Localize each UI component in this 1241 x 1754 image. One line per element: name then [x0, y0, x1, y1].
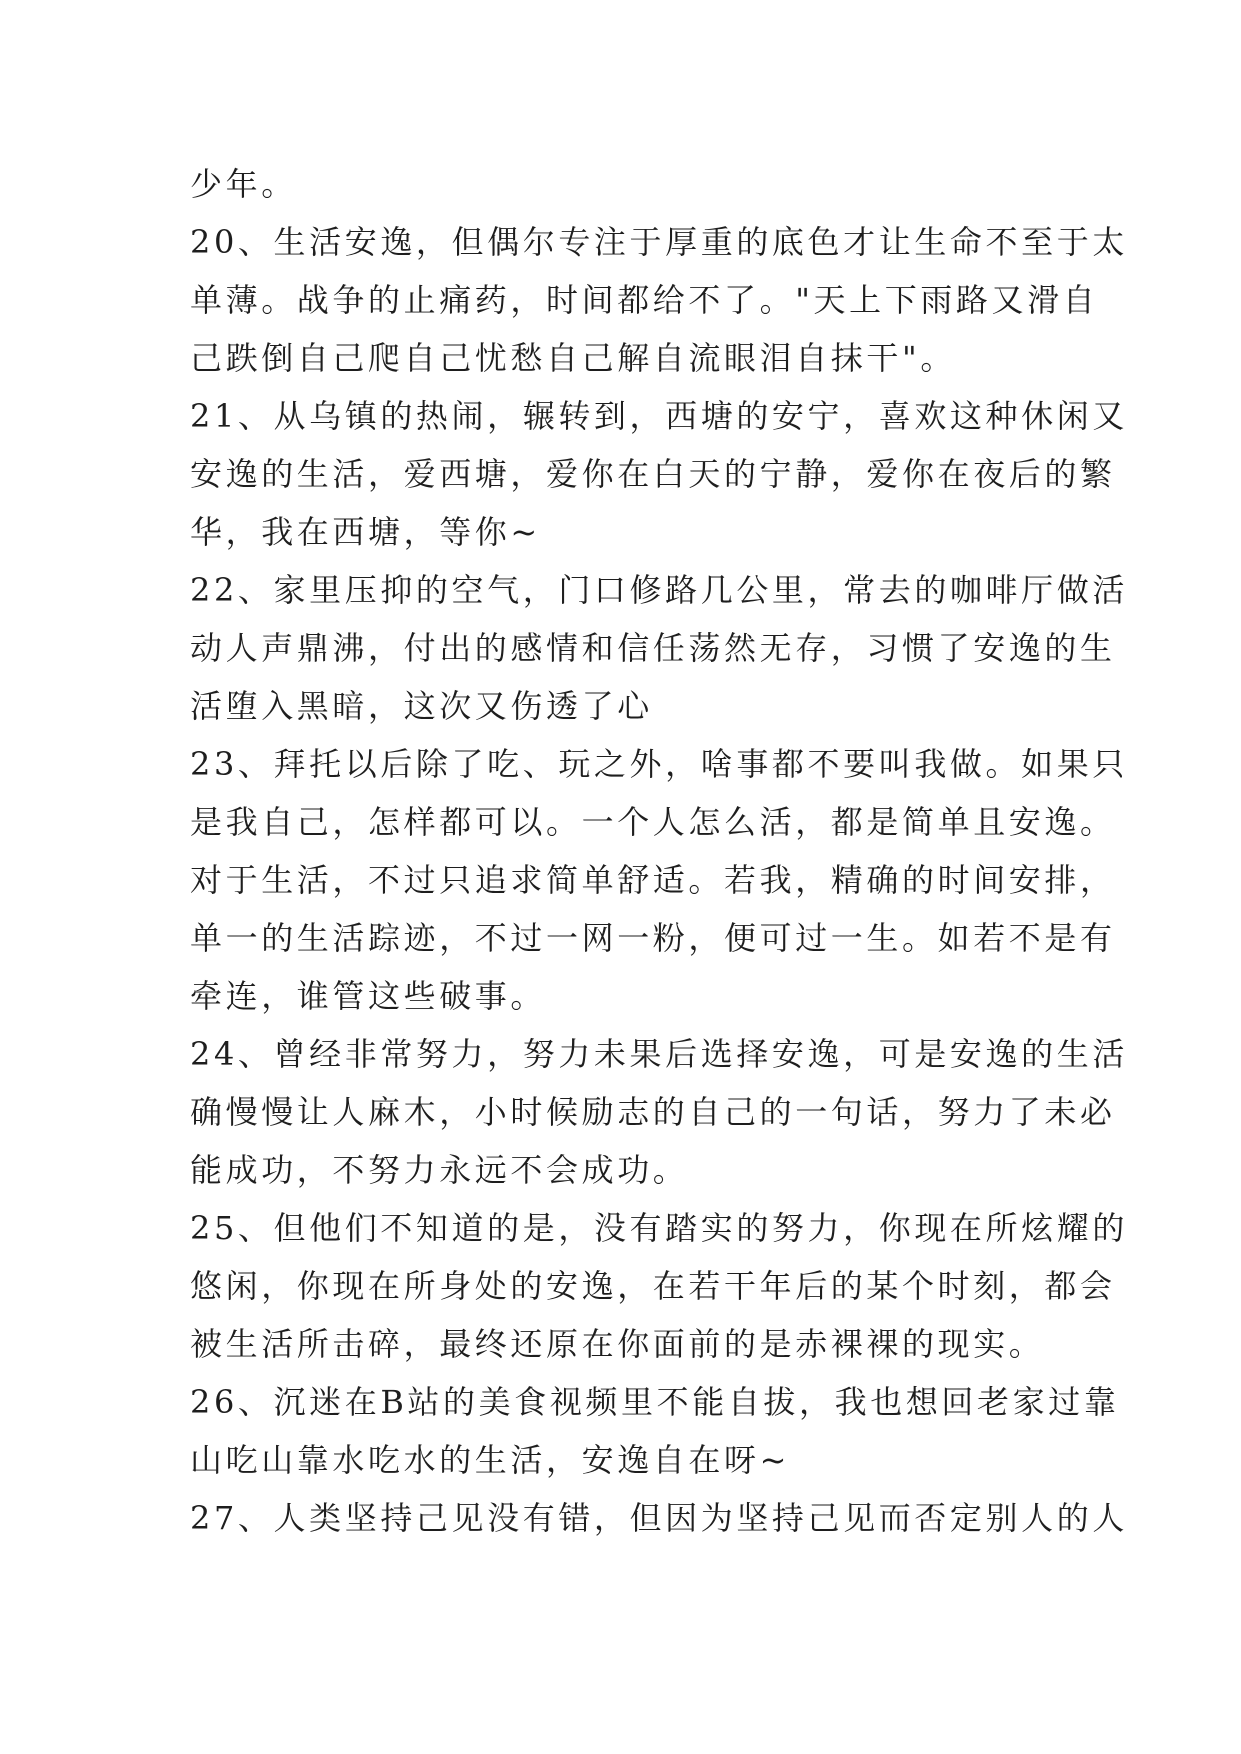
text-line: 能成功，不努力永远不会成功。 — [190, 1151, 689, 1189]
text-line: 牵连，谁管这些破事。 — [190, 977, 547, 1015]
text-line: 单薄。战争的止痛药，时间都给不了。"天上下雨路又滑自 — [190, 281, 1099, 319]
text-line: 活堕入黑暗，这次又伤透了心 — [190, 687, 653, 725]
text-line: 27、人类坚持己见没有错，但因为坚持己见而否定别人的人 — [190, 1499, 1128, 1537]
text-line: 对于生活，不过只追求简单舒适。若我，精确的时间安排， — [190, 861, 1116, 899]
text-line: 确慢慢让人麻木，小时候励志的自己的一句话，努力了未必 — [190, 1093, 1116, 1131]
text-line: 25、但他们不知道的是，没有踏实的努力，你现在所炫耀的 — [190, 1209, 1128, 1247]
text-line: 少年。 — [190, 165, 297, 203]
text-line: 己跌倒自己爬自己忧愁自己解自流眼泪自抹干"。 — [190, 339, 956, 377]
text-line: 24、曾经非常努力，努力未果后选择安逸，可是安逸的生活 — [190, 1035, 1128, 1073]
text-line: 安逸的生活，爱西塘，爱你在白天的宁静，爱你在夜后的繁 — [190, 455, 1116, 493]
text-line: 被生活所击碎，最终还原在你面前的是赤裸裸的现实。 — [190, 1325, 1045, 1363]
text-line: 悠闲，你现在所身处的安逸，在若干年后的某个时刻，都会 — [190, 1267, 1116, 1305]
text-line: 21、从乌镇的热闹，辗转到，西塘的安宁，喜欢这种休闲又 — [190, 397, 1128, 435]
text-line: 单一的生活踪迹，不过一网一粉，便可过一生。如若不是有 — [190, 919, 1116, 957]
text-line: 动人声鼎沸，付出的感情和信任荡然无存，习惯了安逸的生 — [190, 629, 1116, 667]
text-line: 23、拜托以后除了吃、玩之外，啥事都不要叫我做。如果只 — [190, 745, 1128, 783]
text-line: 华，我在西塘，等你~ — [190, 513, 541, 551]
text-line: 山吃山靠水吃水的生活，安逸自在呀~ — [190, 1441, 791, 1479]
text-line: 26、沉迷在B站的美食视频里不能自拔，我也想回老家过靠 — [190, 1383, 1120, 1421]
document-body — [190, 155, 1128, 1547]
text-line: 22、家里压抑的空气，门口修路几公里，常去的咖啡厅做活 — [190, 571, 1128, 609]
text-line: 20、生活安逸，但偶尔专注于厚重的底色才让生命不至于太 — [190, 223, 1128, 261]
text-line: 是我自己，怎样都可以。一个人怎么活，都是简单且安逸。 — [190, 803, 1116, 841]
